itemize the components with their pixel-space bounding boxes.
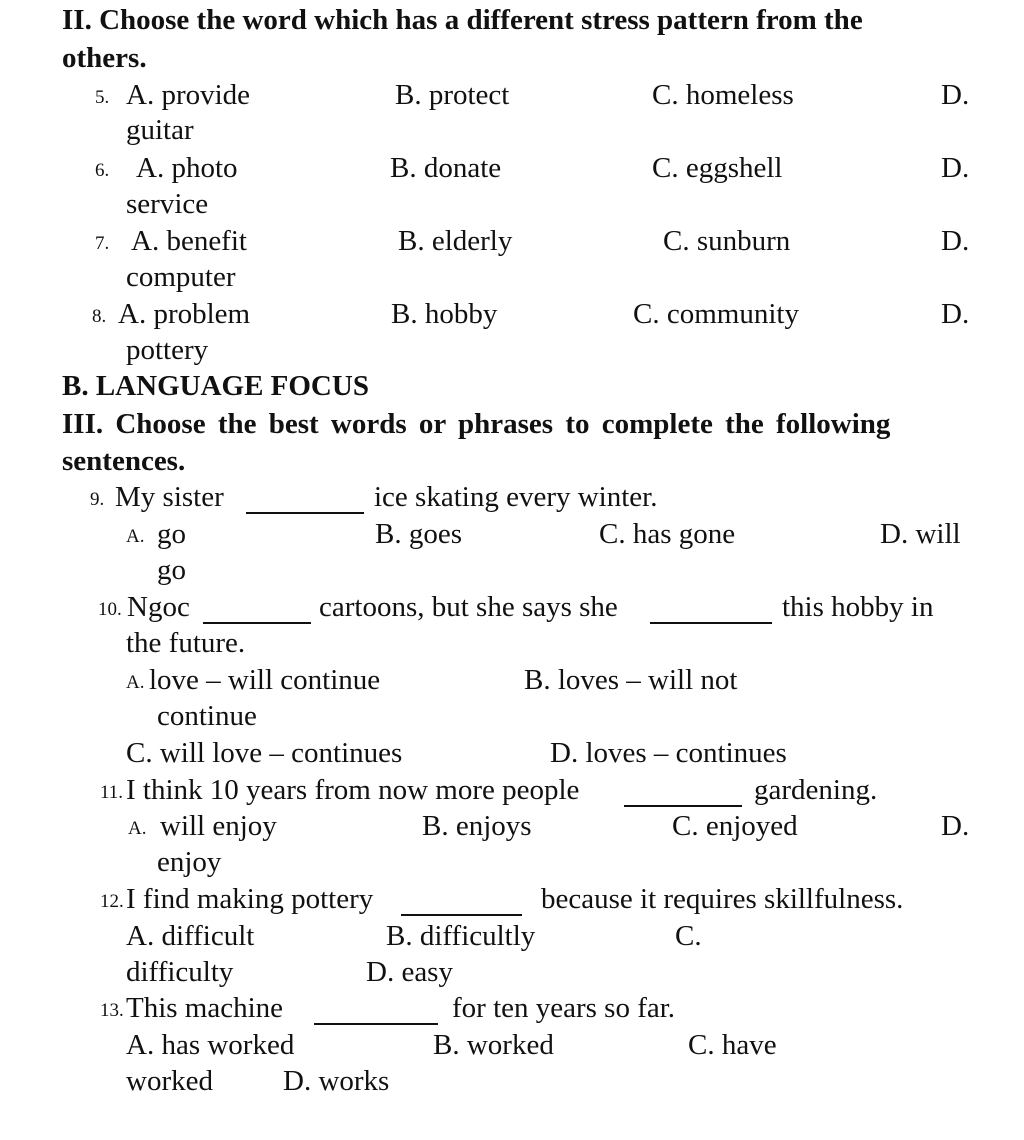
option-c: C. sunburn (663, 225, 791, 257)
option-b: B. worked (433, 1029, 554, 1061)
option-b: B. hobby (391, 298, 498, 330)
question-number: 7. (95, 233, 110, 254)
question-stem: Ngoc (127, 591, 190, 623)
question-stem: This machine (126, 992, 284, 1024)
question-stem-end: gardening. (754, 774, 878, 806)
question-number: 6. (95, 160, 110, 181)
option-a: A. (126, 672, 145, 693)
option-d: D. (941, 79, 970, 111)
option-d-word: service (126, 188, 209, 220)
option-a: A. benefit (131, 225, 247, 257)
option-c: C. enjoyed (672, 810, 798, 842)
answer-blank[interactable] (314, 1003, 438, 1025)
option-c: C. has gone (599, 518, 736, 550)
option-b-cont: continue (157, 700, 257, 732)
section-b-title: B. LANGUAGE FOCUS (62, 370, 369, 402)
section-iii-title-cont: sentences. (62, 445, 186, 477)
question-stem-cont: the future. (126, 627, 246, 659)
question-number: 11. (100, 782, 124, 803)
option-d-word: guitar (126, 114, 194, 146)
section-ii-title-cont: others. (62, 42, 147, 74)
option-d: D. works (283, 1065, 390, 1097)
question-stem-end: this hobby in (782, 591, 934, 623)
option-a: A. photo (136, 152, 238, 184)
option-a: A. (126, 526, 145, 547)
option-b: B. donate (390, 152, 502, 184)
option-b: B. protect (395, 79, 510, 111)
question-number: 12. (100, 891, 124, 912)
answer-blank-2[interactable] (650, 602, 772, 624)
option-a: A. has worked (126, 1029, 295, 1061)
option-d: D. (941, 298, 970, 330)
question-stem-mid: cartoons, but she says she (319, 591, 618, 623)
section-iii-title: III. Choose the best words or phrases to complete the following (62, 408, 891, 440)
option-a-word: go (157, 518, 186, 550)
question-number: 10. (98, 599, 122, 620)
option-b: B. goes (375, 518, 462, 550)
question-stem-end: because it requires skillfulness. (541, 883, 904, 915)
question-stem-end: ice skating every winter. (374, 481, 658, 513)
option-d-word: pottery (126, 334, 209, 366)
option-c: C. have (688, 1029, 777, 1061)
option-d: D. loves – continues (550, 737, 787, 769)
option-a: A. (128, 818, 147, 839)
option-d: D. easy (366, 956, 453, 988)
option-c: C. homeless (652, 79, 794, 111)
question-stem: I find making pottery (126, 883, 374, 915)
option-a: A. provide (126, 79, 251, 111)
option-c: C. eggshell (652, 152, 783, 184)
question-number: 5. (95, 87, 110, 108)
question-number: 8. (92, 306, 107, 327)
option-c: C. community (633, 298, 799, 330)
option-c-cont: worked (126, 1065, 213, 1097)
section-ii-title: II. Choose the word which has a different stress pattern from the (62, 4, 863, 36)
option-d: D. (941, 225, 970, 257)
option-c: C. will love – continues (126, 737, 403, 769)
option-d-cont: go (157, 554, 186, 586)
answer-blank-1[interactable] (203, 602, 311, 624)
answer-blank[interactable] (401, 894, 522, 916)
answer-blank[interactable] (246, 492, 364, 514)
question-number: 13. (100, 1000, 124, 1021)
option-d: D. (941, 810, 970, 842)
option-a-text: love – will continue (149, 664, 381, 696)
option-d-word: computer (126, 261, 236, 293)
option-c-cont: difficulty (126, 956, 234, 988)
option-d-cont: enjoy (157, 846, 222, 878)
option-b: B. loves – will not (524, 664, 738, 696)
question-stem: I think 10 years from now more people (126, 774, 580, 806)
question-number: 9. (90, 489, 105, 510)
option-a-text: will enjoy (160, 810, 277, 842)
question-stem: My sister (115, 481, 224, 513)
option-a: A. difficult (126, 920, 255, 952)
option-b: B. elderly (398, 225, 513, 257)
option-d: D. will (880, 518, 961, 550)
option-c: C. (675, 920, 702, 952)
question-stem-end: for ten years so far. (452, 992, 676, 1024)
option-a: A. problem (118, 298, 251, 330)
option-d: D. (941, 152, 970, 184)
option-b: B. difficultly (386, 920, 536, 952)
answer-blank[interactable] (624, 785, 742, 807)
option-b: B. enjoys (422, 810, 532, 842)
